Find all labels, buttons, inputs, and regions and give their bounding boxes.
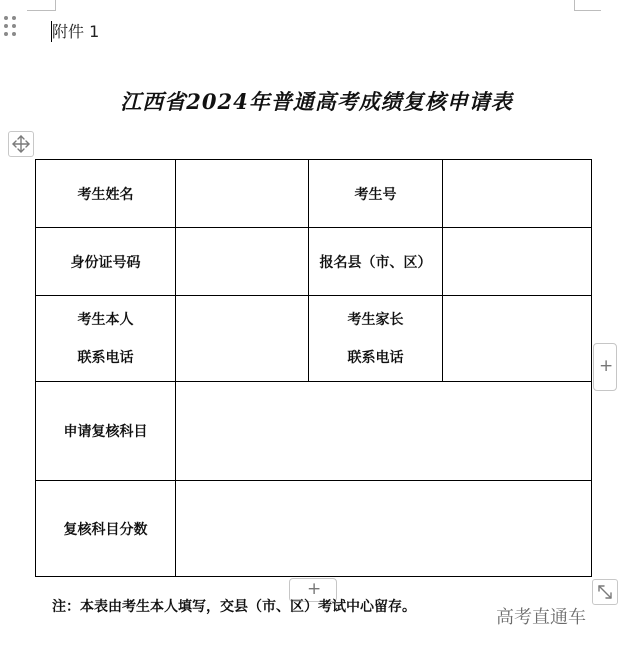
field-id-number[interactable] <box>176 228 309 296</box>
label-parent-phone-line1: 考生家长 <box>347 311 404 328</box>
page-corner-mark-right <box>574 0 601 11</box>
field-parent-phone[interactable] <box>443 296 592 382</box>
table-row <box>36 228 592 296</box>
table-row <box>36 160 592 228</box>
label-parent-phone-line2: 联系电话 <box>347 349 404 366</box>
application-form-table <box>35 159 592 577</box>
field-candidate-name[interactable] <box>176 160 309 228</box>
field-registration-county[interactable] <box>443 228 592 296</box>
plus-icon: + <box>599 356 614 376</box>
add-column-button[interactable] <box>593 343 617 391</box>
label-candidate-name: 考生姓名 <box>36 160 176 228</box>
resize-diagonal-icon <box>596 583 614 601</box>
footnote[interactable]: 注：本表由考生本人填写，交县（市、区）考试中心留存。 <box>52 599 416 615</box>
label-candidate-number: 考生号 <box>309 160 443 228</box>
table-move-handle[interactable] <box>8 131 34 157</box>
page-corner-mark-left <box>27 0 56 11</box>
watermark-text: 高考直通车 <box>496 607 586 628</box>
plus-icon: + <box>307 579 322 599</box>
field-candidate-number[interactable] <box>443 160 592 228</box>
label-review-scores: 复核科目分数 <box>36 481 176 577</box>
drag-handle-icon[interactable] <box>4 16 18 38</box>
move-arrows-icon <box>11 134 31 154</box>
label-candidate-phone-line1: 考生本人 <box>77 311 134 328</box>
label-registration-county: 报名县（市、区） <box>309 228 443 296</box>
label-candidate-phone-line2: 联系电话 <box>77 349 134 366</box>
document-title[interactable]: 江西省2024年普通高考成绩复核申请表 <box>120 89 513 114</box>
table-row <box>36 382 592 481</box>
table-row <box>36 481 592 577</box>
label-candidate-phone <box>36 296 176 382</box>
label-id-number: 身份证号码 <box>36 228 176 296</box>
table-row <box>36 296 592 382</box>
attachment-label[interactable]: 附件 1 <box>52 22 100 41</box>
field-review-subjects[interactable] <box>176 382 592 481</box>
label-review-subjects: 申请复核科目 <box>36 382 176 481</box>
label-parent-phone <box>309 296 443 382</box>
field-review-scores[interactable] <box>176 481 592 577</box>
table-resize-handle[interactable] <box>592 579 618 605</box>
field-candidate-phone[interactable] <box>176 296 309 382</box>
